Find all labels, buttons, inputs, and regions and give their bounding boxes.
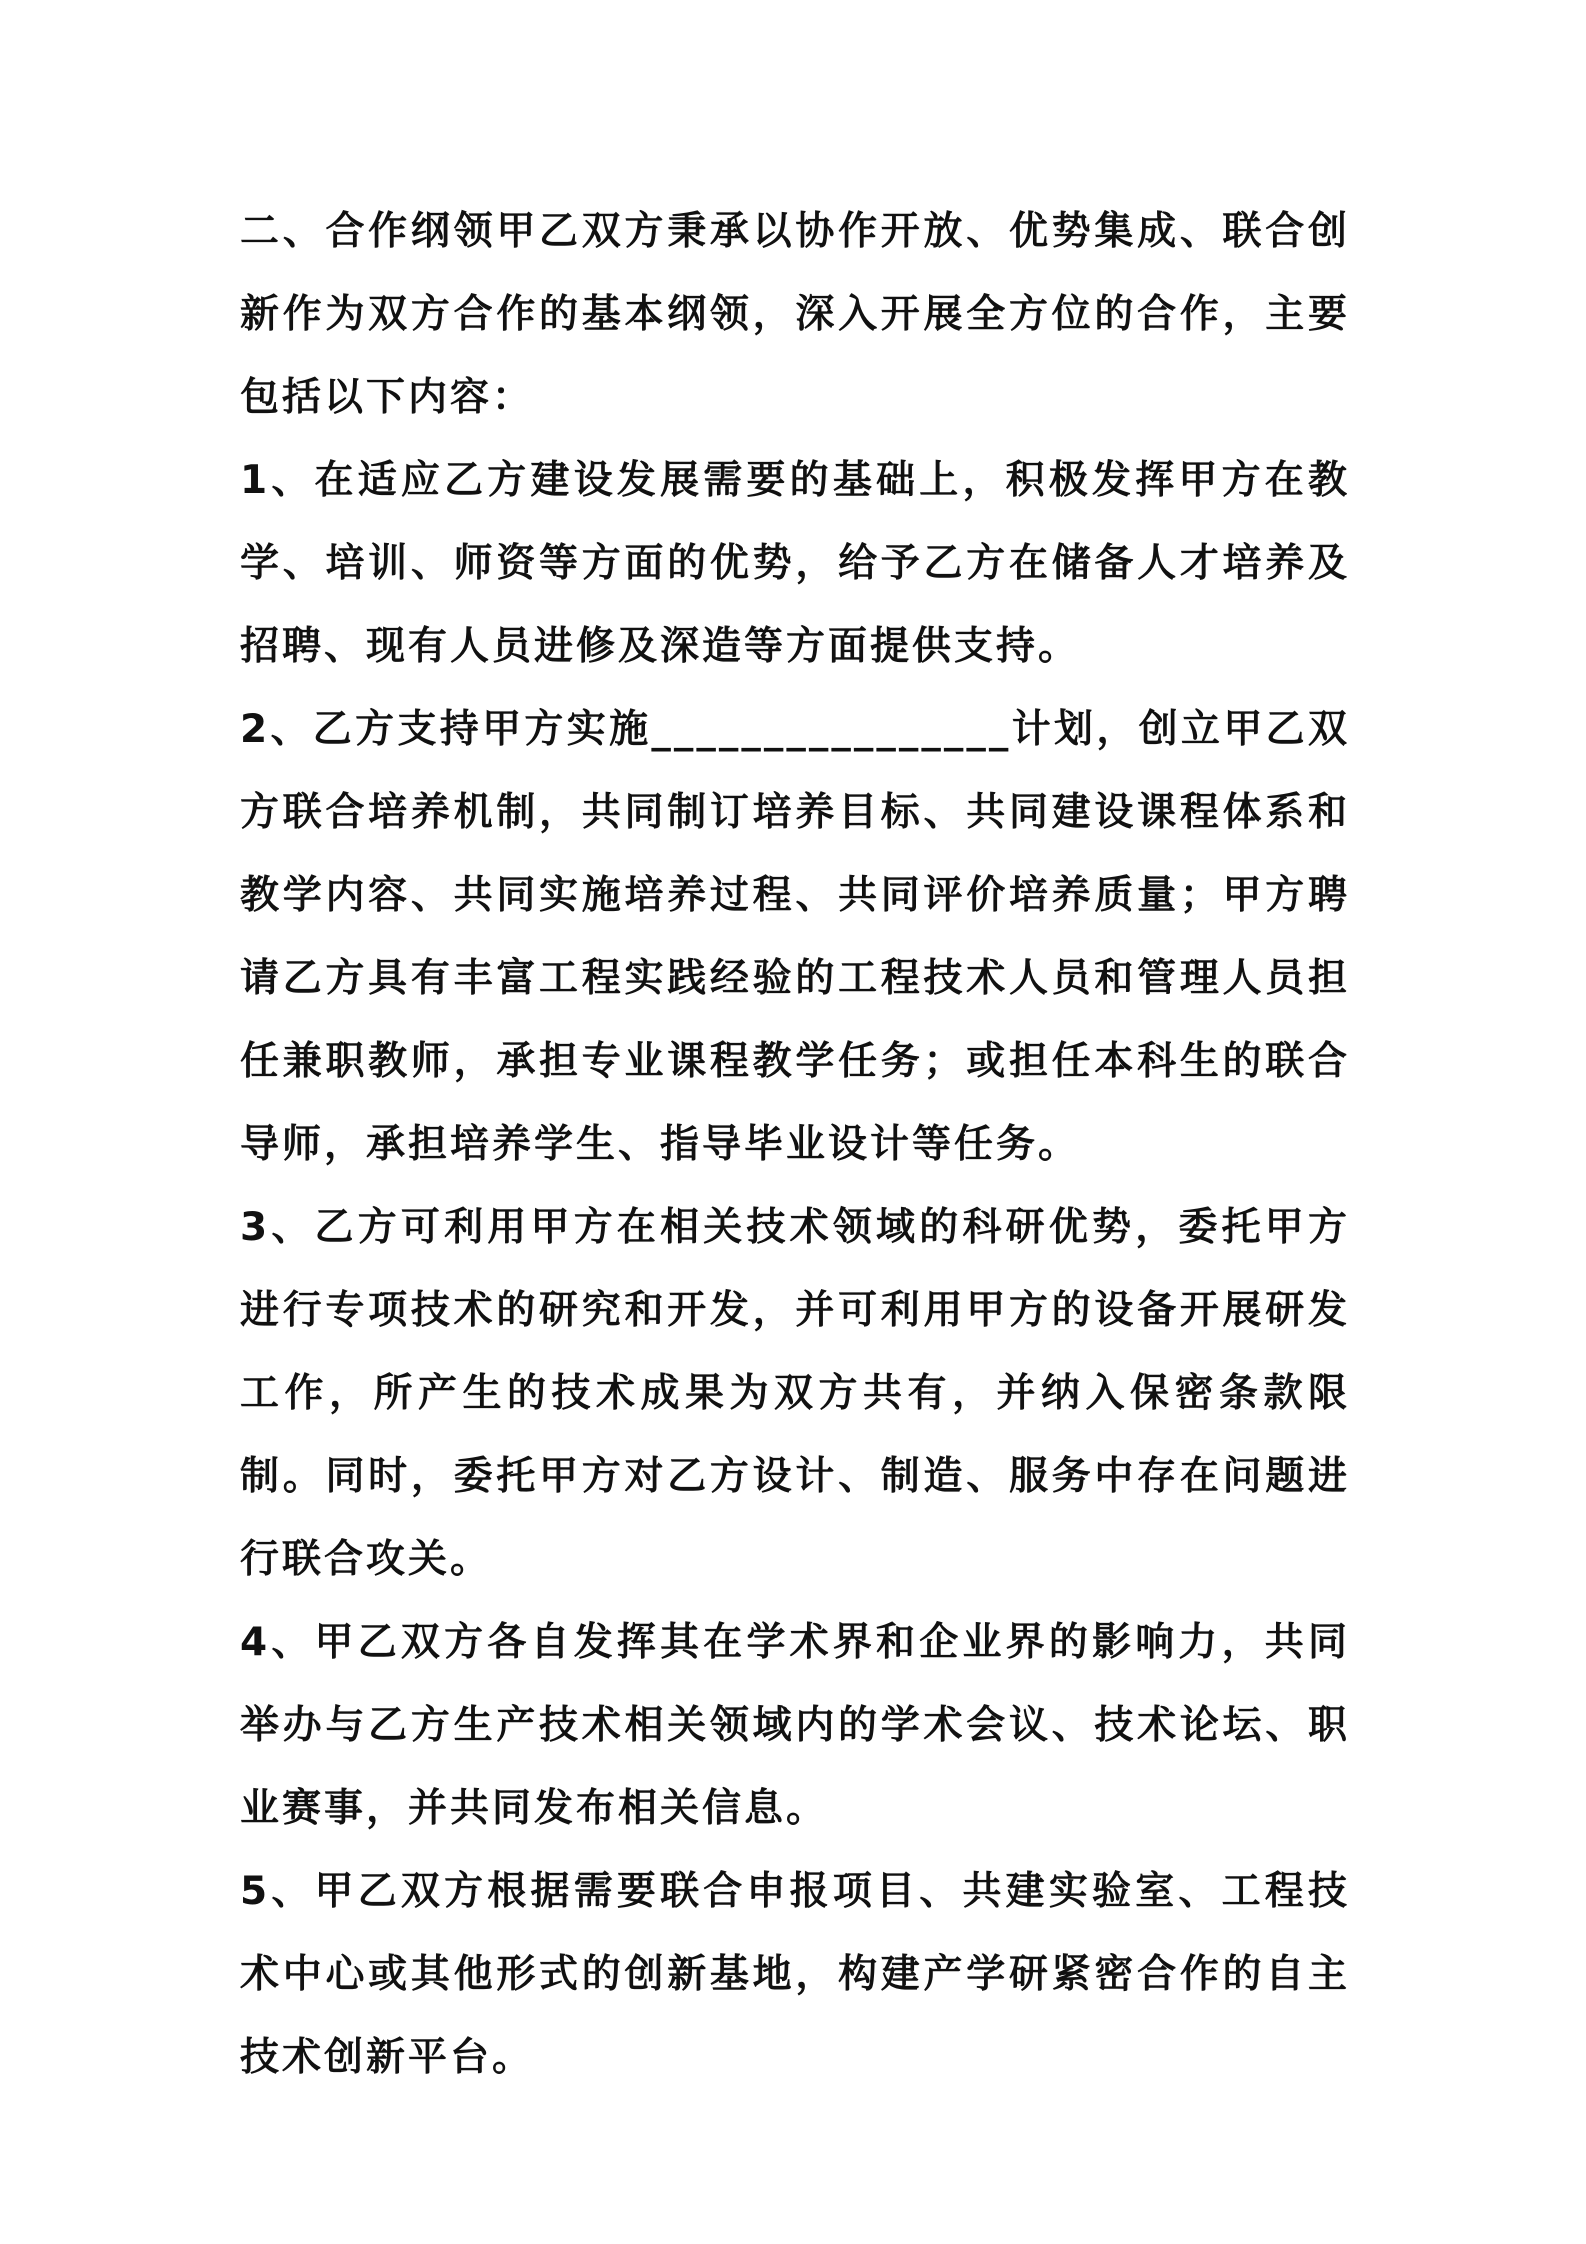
section-heading-paragraph: 二、合作纲领甲乙双方秉承以协作开放、优势集成、联合创新作为双方合作的基本纲领，深入开展全方位的合作，主要包括以下内容： bbox=[240, 209, 1350, 420]
clause-2-paragraph: 2、乙方支持甲方实施________________计划，创立甲乙双方联合培养机制，共同制订培养目标、共同建设课程体系和教学内容、共同实施培养过程、共同评价培养质量；甲方聘请乙方具有丰富工程实践经验的工程技术人员和管理人员担任兼职教师，承担专业课程教学任务；或担任本科生的联合导师，承担培养学生、指导毕业设计等任务。 bbox=[240, 707, 1350, 1167]
clause-3-paragraph: 3、乙方可利用甲方在相关技术领域的科研优势，委托甲方进行专项技术的研究和开发，并可利用甲方的设备开展研发工作，所产生的技术成果为双方共有，并纳入保密条款限制。同时，委托甲方对乙方设计、制造、服务中存在问题进行联合攻关。 bbox=[240, 1205, 1350, 1582]
clause-4-paragraph: 4、甲乙双方各自发挥其在学术界和企业界的影响力，共同举办与乙方生产技术相关领域内的学术会议、技术论坛、职业赛事，并共同发布相关信息。 bbox=[240, 1620, 1350, 1831]
document-body bbox=[240, 190, 1350, 2099]
clause-1-paragraph: 1、在适应乙方建设发展需要的基础上，积极发挥甲方在教学、培训、师资等方面的优势，给予乙方在储备人才培养及招聘、现有人员进修及深造等方面提供支持。 bbox=[240, 458, 1350, 669]
clause-5-paragraph: 5、甲乙双方根据需要联合申报项目、共建实验室、工程技术中心或其他形式的创新基地，构建产学研紧密合作的自主技术创新平台。 bbox=[240, 1869, 1350, 2080]
